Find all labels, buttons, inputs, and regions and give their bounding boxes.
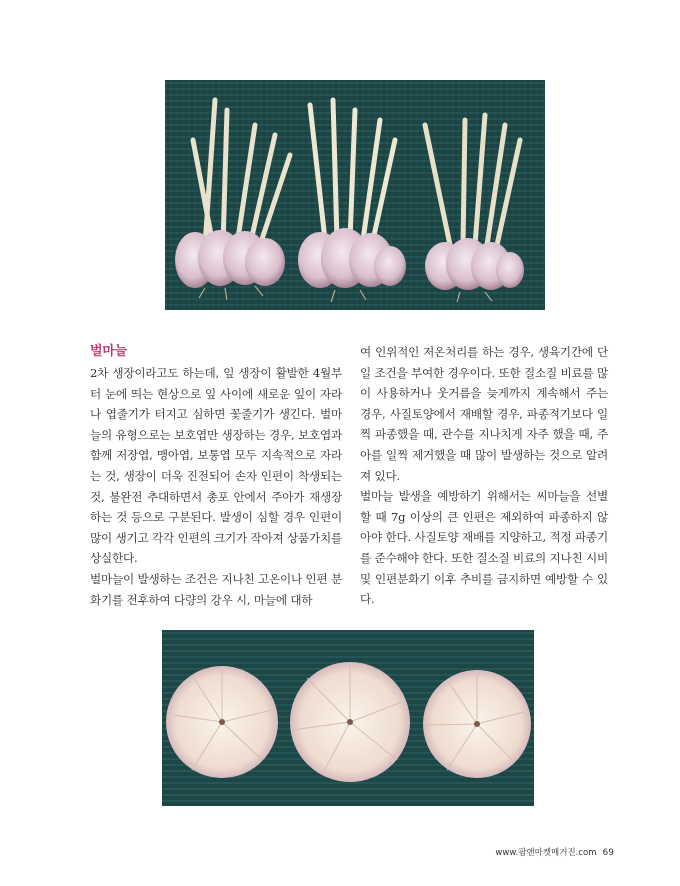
page-footer: [495, 846, 614, 858]
page-number: 69: [602, 848, 614, 858]
left-column: [90, 342, 342, 610]
right-column: [360, 342, 608, 610]
garlic-bunches-image: [165, 80, 545, 310]
site-url: www.팜앤마켓매거진.com: [495, 848, 597, 858]
paragraph: 벌마늘이 발생하는 조건은 지나친 고온이나 인편 분화기를 전후하여 다량의 강우 시, 마늘에 대하: [90, 571, 342, 607]
photo-garlic-bunches: [165, 80, 545, 310]
section-heading: 벌마늘: [90, 344, 128, 359]
garlic-cross-section-image: [162, 630, 534, 806]
paragraph: 2차 생장이라고도 하는데, 잎 생장이 활발한 4월부터 눈에 띄는 현상으로 잎 사이에 새로운 잎이 자라나 엽줄기가 터지고 심하면 꽃줄기가 생긴다. 벌마늘의 유형으로는 보호엽만 생장하는 경우, 보호엽과 함께 저장엽, 맹아엽, 보통엽 모두 지속적으로 자라는 것, 생장이 더욱 진전되어 손자 인편이 착생되는 것, 불완전 추대하면서 총포 안에서 주아가 재생장하는 것 등으로 구분된다. 발생이 심할 경우 인편이 많이 생기고 각각 인편의 크기가 작아져 상품가치를 상실한다.: [90, 366, 342, 566]
paragraph: 여 인위적인 저온처리를 하는 경우, 생육기간에 단일 조건을 부여한 경우이다. 또한 질소질 비료를 많이 사용하거나 웃거름을 늦게까지 계속해서 주는 경우, 사질토양에서 재배할 경우, 파종적기보다 일찍 파종했을 때, 관수를 지나치게 자주 했을 때, 주아를 일찍 제거했을 때 많이 발생하는 것으로 알려져 있다.: [360, 345, 608, 483]
paragraph: 벌마늘 발생을 예방하기 위해서는 씨마늘을 선별할 때 7g 이상의 큰 인편은 제외하여 파종하지 않아야 한다. 사질토양 재배를 지양하고, 적정 파종기를 준수해야 한다. 또한 질소질 비료의 지나친 시비 및 인편분화기 이후 추비를 금지하면 예방할 수 있다.: [360, 489, 608, 607]
photo-garlic-cross-sections: [162, 630, 534, 806]
